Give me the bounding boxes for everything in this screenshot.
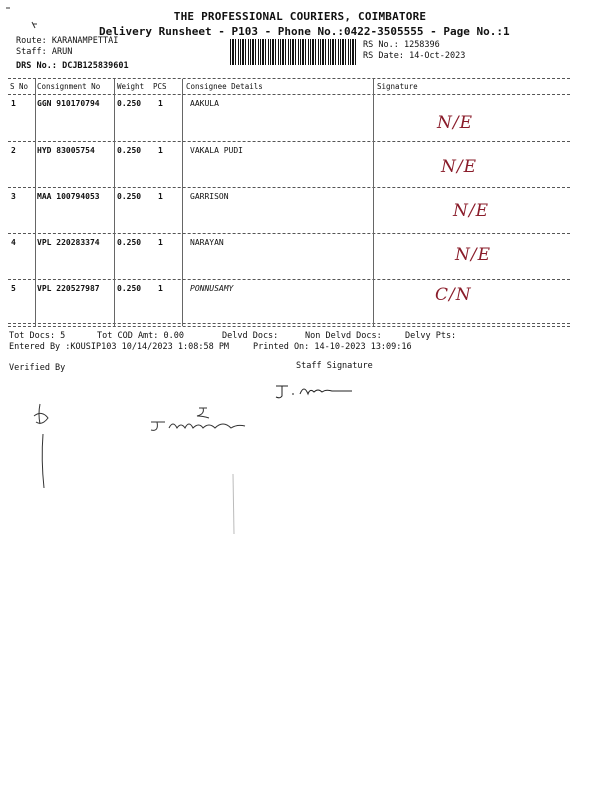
staff-signature-scribble [270, 380, 360, 402]
column-divider [35, 79, 36, 326]
row-consignment: MAA 100794053 [37, 192, 100, 201]
row-signature: N/E [453, 201, 490, 221]
staff-signature-label: Staff Signature [296, 361, 373, 371]
row-weight: 0.250 [117, 146, 142, 155]
row-sno: 4 [11, 238, 16, 247]
row-divider [8, 141, 570, 142]
rs-no-label: RS No.: [363, 40, 399, 50]
route-value: KARANAMPETTAI [51, 36, 119, 46]
column-divider [114, 79, 115, 326]
drs-line [16, 61, 129, 71]
column-divider [373, 79, 374, 326]
delvy-pts: Delvy Pts: [405, 331, 457, 341]
corner-mark [4, 6, 44, 32]
table-top-rule [8, 78, 570, 79]
row-consignee: PONNUSAMY [190, 284, 234, 293]
row-weight: 0.250 [117, 284, 142, 293]
row-pcs: 1 [158, 146, 163, 155]
row-signature: C/N [435, 285, 472, 305]
row-pcs: 1 [158, 284, 163, 293]
row-pcs: 1 [158, 238, 163, 247]
row-consignment: VPL 220283374 [37, 238, 100, 247]
rs-date-value: 14-Oct-2023 [409, 51, 466, 61]
row-sno: 1 [11, 99, 16, 108]
row-weight: 0.250 [117, 238, 142, 247]
staff-line [16, 47, 72, 57]
runsheet-title: Delivery Runsheet - P103 - Phone No.:0422-3505555 - Page No.:1 [99, 25, 510, 38]
table-bottom-rule [8, 323, 570, 324]
row-divider [8, 279, 570, 280]
column-header-sno: S No [10, 82, 29, 91]
row-pcs: 1 [158, 192, 163, 201]
company-name: THE PROFESSIONAL COURIERS, COIMBATORE [173, 10, 427, 23]
drs-label: DRS No.: [16, 61, 57, 71]
column-header-weight: Weight [117, 82, 145, 91]
row-sno: 3 [11, 192, 16, 201]
row-signature: N/E [441, 157, 478, 177]
table-bottom-rule [8, 326, 570, 327]
row-sno: 5 [11, 284, 16, 293]
tot-cod-amt: Tot COD Amt: 0.00 [97, 331, 184, 341]
route-line [16, 36, 118, 46]
column-header-consignment: Consignment No [37, 82, 101, 91]
row-consignee: AAKULA [190, 99, 219, 108]
verifier-signature-scribble [30, 400, 60, 495]
column-divider [182, 79, 183, 326]
row-consignment: HYD 83005754 [37, 146, 95, 155]
tot-docs: Tot Docs: 5 [9, 331, 66, 341]
staff-value: ARUN [51, 47, 73, 57]
row-weight: 0.250 [117, 192, 142, 201]
printed-on: Printed On: 14-10-2023 13:09:16 [253, 342, 412, 352]
row-signature: N/E [437, 113, 474, 133]
rs-date-label: RS Date: [363, 51, 404, 61]
row-consignee: GARRISON [190, 192, 229, 201]
row-weight: 0.250 [117, 99, 142, 108]
column-header-consignee: Consignee Details [186, 82, 263, 91]
row-consignment: GGN 910170794 [37, 99, 100, 108]
drs-value: DCJB125839601 [62, 61, 129, 71]
row-sno: 2 [11, 146, 16, 155]
scan-mark [228, 470, 238, 540]
row-consignment: VPL 220527987 [37, 284, 100, 293]
verifier-signature-scribble [145, 404, 260, 438]
row-pcs: 1 [158, 99, 163, 108]
verified-by-label: Verified By [9, 363, 66, 373]
row-signature: N/E [455, 245, 492, 265]
rs-no-value: 1258396 [403, 40, 440, 50]
non-delvd-docs: Non Delvd Docs: [305, 331, 382, 341]
route-label: Route: [16, 36, 47, 46]
row-consignee: VAKALA PUDI [190, 146, 243, 155]
staff-label: Staff: [16, 47, 47, 57]
barcode [230, 39, 356, 65]
rs-no-line [363, 40, 440, 50]
row-consignee: NARAYAN [190, 238, 224, 247]
column-header-signature: Signature [377, 82, 418, 91]
delvd-docs: Delvd Docs: [222, 331, 279, 341]
row-divider [8, 233, 570, 234]
rs-date-line [363, 51, 465, 61]
column-header-pcs: PCS [153, 82, 167, 91]
entered-by: Entered By :KOUSIP103 10/14/2023 1:08:58 PM [9, 342, 230, 352]
row-divider [8, 187, 570, 188]
table-header-rule [8, 94, 570, 95]
